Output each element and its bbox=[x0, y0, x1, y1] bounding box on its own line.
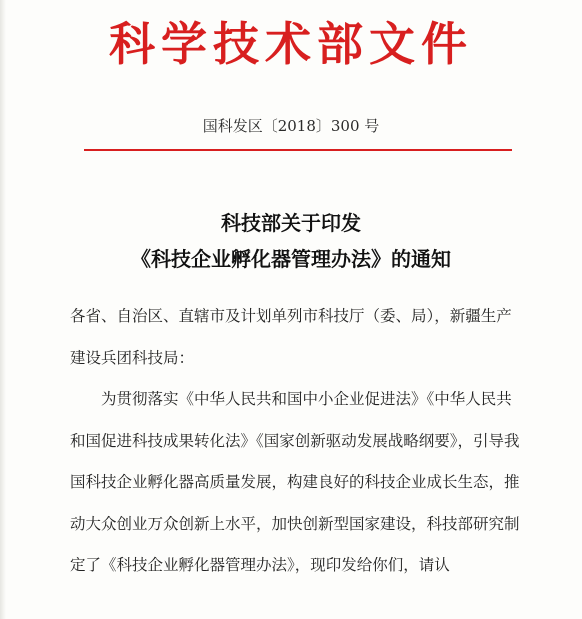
page-edge-shadow bbox=[0, 0, 6, 619]
notice-title-line-1: 科技部关于印发 bbox=[221, 211, 361, 235]
body-paragraph-1: 为贯彻落实《中华人民共和国中小企业促进法》《中华人民共和国促进科技成果转化法》《国家创新驱动发展战略纲要》，引导我国科技企业孵化器高质量发展，构建良好的科技企业成长生态，推动大众创业万众创新上水平，加快创新型国家建设，科技部研究制定了《科技企业孵化器管理办法》，现印发给你们，请认 bbox=[70, 390, 520, 574]
document-number: 国科发区〔2018〕300 号 bbox=[202, 117, 380, 135]
salutation-paragraph: 各省、自治区、直辖市及计划单列市科技厅（委、局），新疆生产建设兵团科技局： bbox=[70, 307, 512, 367]
document-header-title: 科学技术部文件 bbox=[109, 17, 473, 71]
notice-title bbox=[0, 205, 582, 277]
header-divider-rule bbox=[84, 149, 512, 151]
notice-title-line-2: 《科技企业孵化器管理办法》的通知 bbox=[131, 247, 451, 271]
notice-body bbox=[70, 296, 520, 587]
